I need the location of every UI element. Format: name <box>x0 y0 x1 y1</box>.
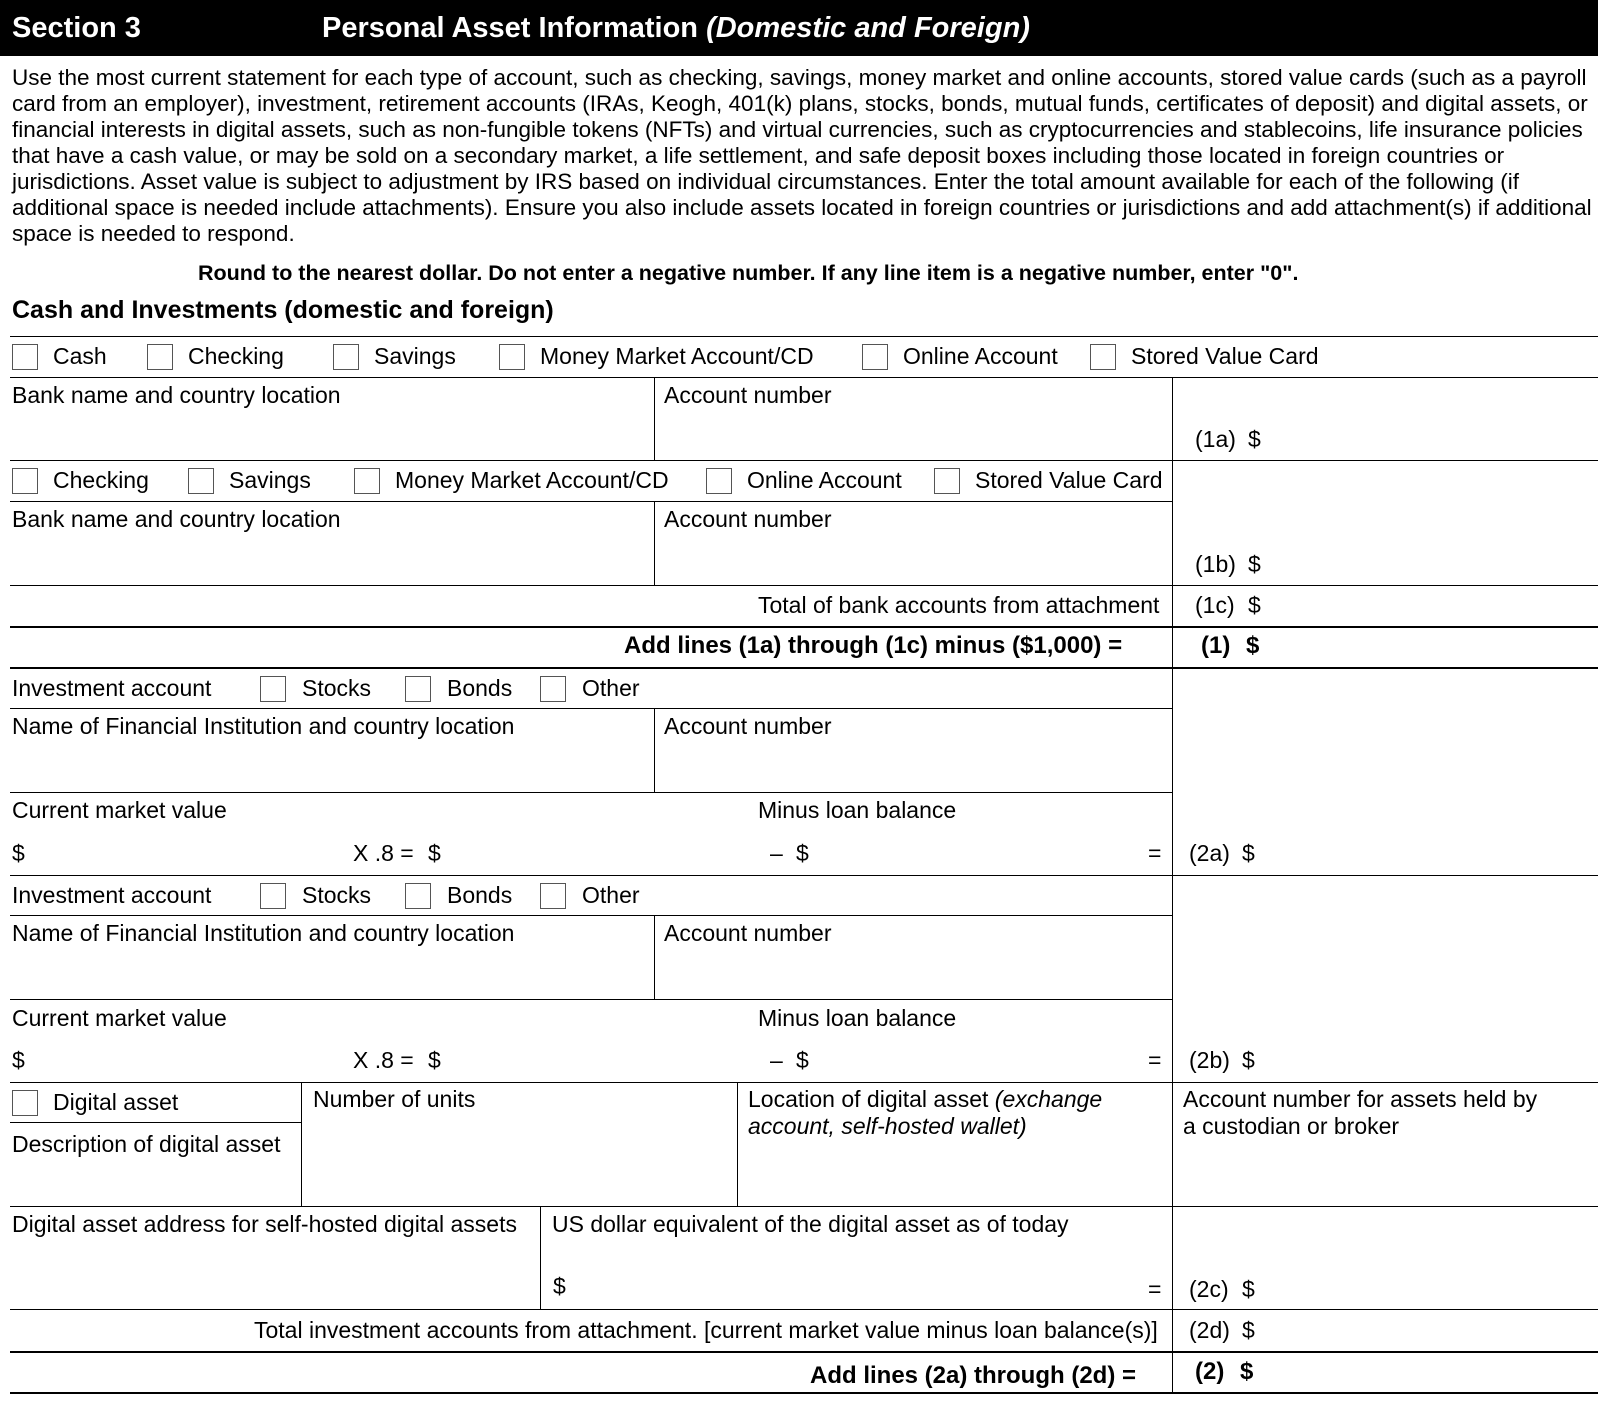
divider <box>737 1082 738 1206</box>
round-note: Round to the nearest dollar. Do not enter a negative number. If any line item is a negative number, enter "0". <box>198 261 1299 285</box>
bank-name-label: Bank name and country location <box>12 382 341 408</box>
line-2d-text: Total investment accounts from attachment. [current market value minus loan balance(s)] <box>254 1317 1158 1343</box>
checkbox-stored-value-card[interactable] <box>1090 344 1116 370</box>
dollar-sign: $ <box>796 840 809 866</box>
amount-field-1a[interactable] <box>1264 418 1566 458</box>
dollar-sign: $ <box>12 1047 25 1073</box>
custodian-account-field[interactable] <box>1183 1160 1556 1204</box>
checkbox-other[interactable] <box>540 883 566 909</box>
market-value-field-2b[interactable] <box>32 1030 342 1077</box>
divider <box>10 667 1598 669</box>
option-label: Online Account <box>903 343 1058 369</box>
checkbox-checking[interactable] <box>12 468 38 494</box>
divider <box>540 1206 541 1309</box>
usd-equivalent-field[interactable] <box>572 1258 882 1304</box>
dollar-sign: $ <box>553 1273 566 1299</box>
multiplier-label: X .8 = <box>353 1047 414 1073</box>
option-label: Stocks <box>302 675 372 701</box>
amount-field-2d[interactable] <box>1264 1312 1566 1348</box>
dollar-sign: $ <box>1242 840 1255 866</box>
institution-field-2a[interactable] <box>12 746 644 789</box>
loan-balance-field-2a[interactable] <box>820 823 1131 870</box>
line-2d-label: (2d) <box>1189 1317 1230 1343</box>
divider <box>10 1309 1598 1310</box>
account-number-field-2b[interactable] <box>664 953 1162 996</box>
account-number-label: Account number <box>664 713 832 739</box>
digital-description-label: Description of digital asset <box>12 1131 281 1157</box>
number-of-units-label: Number of units <box>313 1086 476 1112</box>
checkbox-digital-asset[interactable] <box>12 1090 38 1116</box>
section-title: Personal Asset Information (Domestic and Foreign) <box>322 12 1030 44</box>
option-label: Stored Value Card <box>975 467 1163 493</box>
current-market-value-label: Current market value <box>12 1005 227 1031</box>
option-label: Bonds <box>447 675 513 701</box>
dollar-sign: $ <box>1242 1047 1255 1073</box>
line-1-label: (1) <box>1201 632 1231 659</box>
minus-sign: – <box>770 1047 783 1073</box>
divider <box>10 999 1172 1000</box>
bank-name-field-1b[interactable] <box>12 539 644 582</box>
divider <box>10 915 1172 916</box>
account-number-label: Account number <box>664 506 832 532</box>
divider <box>10 377 1598 378</box>
account-number-label: Account number <box>664 382 832 408</box>
divider <box>10 336 1598 337</box>
digital-description-field[interactable] <box>12 1160 290 1204</box>
dollar-sign: $ <box>1246 632 1260 659</box>
current-market-value-label: Current market value <box>12 797 227 823</box>
location-label-line2: account, self-hosted wallet) <box>748 1113 1027 1139</box>
dollar-sign: $ <box>1248 551 1261 577</box>
divider <box>1172 1082 1173 1206</box>
checkbox-savings[interactable] <box>333 344 359 370</box>
divider <box>10 1122 301 1123</box>
option-label: Checking <box>53 467 149 493</box>
account-number-field-1b[interactable] <box>664 539 1162 582</box>
divider <box>10 501 1172 502</box>
custodian-account-label: Account number for assets held by <box>1183 1086 1538 1112</box>
divider <box>10 1206 1598 1207</box>
digital-address-label: Digital asset address for self-hosted digital assets <box>12 1211 517 1237</box>
loan-balance-field-2b[interactable] <box>820 1030 1131 1077</box>
digital-location-field[interactable] <box>748 1160 1162 1204</box>
divider <box>10 585 1598 586</box>
value-times-point8-field-2b[interactable] <box>447 1030 757 1077</box>
other-description-field[interactable] <box>655 877 1172 915</box>
divider <box>301 1082 302 1206</box>
divider <box>1172 460 1173 627</box>
digital-asset-label: Digital asset <box>53 1089 179 1115</box>
section-header <box>0 0 1598 56</box>
divider <box>654 915 655 999</box>
dollar-sign: $ <box>796 1047 809 1073</box>
number-of-units-field[interactable] <box>313 1160 726 1204</box>
divider <box>1172 377 1173 460</box>
intro-paragraph: Use the most current statement for each type of account, such as checking, savings, money market and online accounts, stored value cards (such as a payroll card from an employer), investment, retirement accounts (IRAs, Keogh, 401(k) plans, stocks, bonds, mutual funds, certificates of deposit) and digital assets, or financial interests in digital assets, such as non-fungible tokens (NFTs) and virtual currencies, such as cryptocurrencies and stablecoins, life insurance policies that have a cash value, or may be sold on a secondary market, a life settlement, and safe deposit boxes including those located in foreign countries or jurisdictions. Asset value is subject to adjustment by IRS based on individual circumstances. Enter the total amount available for each of the following (if additional space is needed include attachments). Ensure you also include assets located in foreign countries or jurisdictions and add attachment(s) if additional space is needed to respond. <box>12 65 1592 246</box>
other-description-field[interactable] <box>655 670 1172 708</box>
amount-field-1[interactable] <box>1264 630 1566 666</box>
checkbox-checking[interactable] <box>147 344 173 370</box>
line-2-text: Add lines (2a) through (2d) = <box>810 1362 1137 1389</box>
minus-sign: – <box>770 840 783 866</box>
divider <box>1172 1352 1173 1392</box>
dollar-sign: $ <box>1242 1317 1255 1343</box>
checkbox-bonds[interactable] <box>405 676 431 702</box>
equals-sign: = <box>1148 840 1162 866</box>
divider <box>1172 876 1173 1082</box>
dollar-sign: $ <box>12 840 25 866</box>
institution-field-2b[interactable] <box>12 953 644 996</box>
divider <box>654 377 655 460</box>
checkbox-stocks[interactable] <box>260 676 286 702</box>
option-label: Savings <box>229 467 311 493</box>
option-label: Stored Value Card <box>1131 343 1319 369</box>
line-2b-label: (2b) <box>1189 1047 1230 1073</box>
checkbox-online-account[interactable] <box>862 344 888 370</box>
amount-field-2[interactable] <box>1264 1354 1566 1390</box>
bank-name-field-1a[interactable] <box>12 414 644 457</box>
value-times-point8-field-2a[interactable] <box>447 823 757 870</box>
divider <box>1172 668 1173 876</box>
equals-sign: = <box>1148 1047 1162 1073</box>
divider <box>654 501 655 585</box>
account-number-field-1a[interactable] <box>664 414 1162 457</box>
divider <box>10 1082 1598 1083</box>
line-1b-label: (1b) <box>1195 551 1236 577</box>
divider <box>10 1392 1598 1394</box>
line-1a-label: (1a) <box>1195 426 1236 452</box>
location-label: Location of digital asset (exchange <box>748 1086 1103 1112</box>
investment-account-label: Investment account <box>12 675 212 701</box>
option-label: Savings <box>374 343 456 369</box>
divider <box>1172 1309 1173 1351</box>
dollar-sign: $ <box>1248 592 1261 618</box>
line-1-text: Add lines (1a) through (1c) minus ($1,000) = <box>624 632 1123 659</box>
multiplier-label: X .8 = <box>353 840 414 866</box>
digital-address-field[interactable] <box>12 1258 528 1306</box>
checkbox-bonds[interactable] <box>405 883 431 909</box>
option-label: Bonds <box>447 882 513 908</box>
option-label: Money Market Account/CD <box>540 343 814 369</box>
institution-label: Name of Financial Institution and country location <box>12 920 515 946</box>
amount-field-1c[interactable] <box>1264 588 1566 624</box>
divider <box>10 626 1598 628</box>
amount-field-1b[interactable] <box>1264 543 1566 583</box>
amount-field-2a[interactable] <box>1264 833 1566 873</box>
option-label: Online Account <box>747 467 902 493</box>
line-2c-label: (2c) <box>1189 1276 1229 1302</box>
amount-field-2c[interactable] <box>1264 1268 1566 1308</box>
option-label: Money Market Account/CD <box>395 467 669 493</box>
option-label: Checking <box>188 343 284 369</box>
dollar-sign: $ <box>1240 1358 1254 1385</box>
checkbox-stored-value-card[interactable] <box>934 468 960 494</box>
checkbox-savings[interactable] <box>188 468 214 494</box>
checkbox-stocks[interactable] <box>260 883 286 909</box>
dollar-sign: $ <box>1248 426 1261 452</box>
custodian-account-label-line2: a custodian or broker <box>1183 1113 1400 1139</box>
line-2a-label: (2a) <box>1189 840 1230 866</box>
divider <box>10 708 1172 709</box>
institution-label: Name of Financial Institution and country location <box>12 713 515 739</box>
checkbox-money-market[interactable] <box>354 468 380 494</box>
divider <box>10 875 1598 876</box>
amount-field-2b[interactable] <box>1264 1040 1566 1080</box>
divider <box>654 708 655 792</box>
divider <box>1172 1206 1173 1309</box>
option-label: Other <box>582 675 640 701</box>
checkbox-other[interactable] <box>540 676 566 702</box>
dollar-sign: $ <box>428 840 441 866</box>
cash-heading: Cash and Investments (domestic and foreign) <box>12 296 554 324</box>
line-1c-text: Total of bank accounts from attachment <box>758 592 1160 618</box>
bank-name-label: Bank name and country location <box>12 506 341 532</box>
equals-sign: = <box>1148 1276 1162 1302</box>
minus-loan-balance-label: Minus loan balance <box>758 1005 957 1031</box>
checkbox-online-account[interactable] <box>706 468 732 494</box>
checkbox-cash[interactable] <box>12 344 38 370</box>
option-label: Stocks <box>302 882 372 908</box>
dollar-sign: $ <box>428 1047 441 1073</box>
divider <box>10 1351 1598 1353</box>
divider <box>10 792 1172 793</box>
section-number: Section 3 <box>12 12 141 44</box>
account-number-field-2a[interactable] <box>664 746 1162 789</box>
divider <box>10 460 1598 461</box>
line-1c-label: (1c) <box>1195 592 1235 618</box>
line-2-label: (2) <box>1195 1358 1225 1385</box>
checkbox-money-market[interactable] <box>499 344 525 370</box>
account-number-label: Account number <box>664 920 832 946</box>
investment-account-label: Investment account <box>12 882 212 908</box>
usd-equivalent-label: US dollar equivalent of the digital asset as of today <box>552 1211 1069 1237</box>
minus-loan-balance-label: Minus loan balance <box>758 797 957 823</box>
dollar-sign: $ <box>1242 1276 1255 1302</box>
option-label: Other <box>582 882 640 908</box>
market-value-field-2a[interactable] <box>32 823 342 870</box>
option-label: Cash <box>53 343 107 369</box>
divider <box>1172 627 1173 668</box>
